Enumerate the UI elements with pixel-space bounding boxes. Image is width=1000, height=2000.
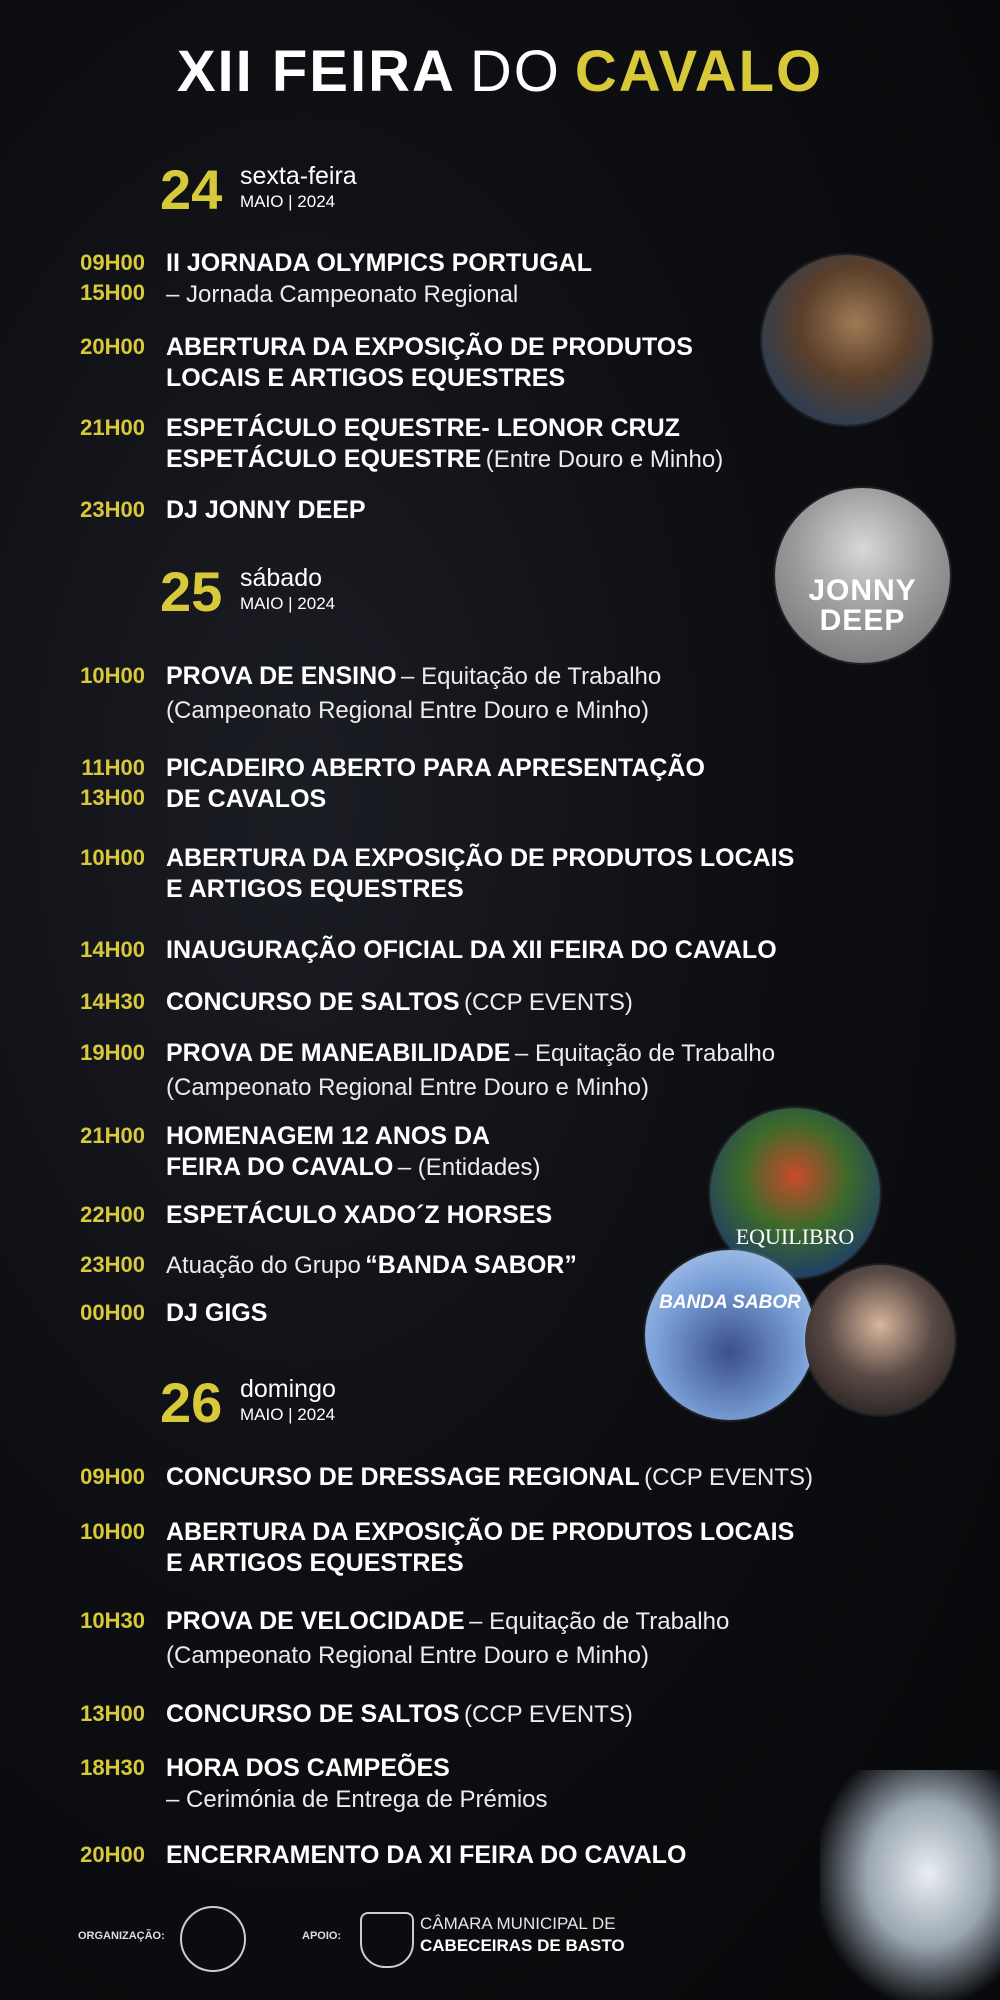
- event-subtitle: – Equitação de Trabalho: [514, 1040, 776, 1067]
- xadoz-logo-text: EQUILIBRO: [735, 1224, 855, 1249]
- event-title-line2: ESPETÁCULO EQUESTRE: [166, 445, 482, 473]
- event-time: 00H00: [80, 1300, 145, 1325]
- organization-label: ORGANIZAÇÃO:: [78, 1930, 165, 1942]
- event-subtitle: – Jornada Campeonato Regional: [166, 281, 519, 308]
- event-title: ABERTURA DA EXPOSIÇÃO DE PRODUTOS LOCAIS: [166, 844, 795, 872]
- event-title: PICADEIRO ABERTO PARA APRESENTAÇÃO: [166, 754, 705, 782]
- event-title: CONCURSO DE DRESSAGE REGIONAL: [166, 1463, 640, 1491]
- event-title: INAUGURAÇÃO OFICIAL DA XII FEIRA DO CAVALO: [166, 936, 777, 964]
- event-note: (Campeonato Regional Entre Douro e Minho): [166, 1642, 649, 1669]
- event-title-line2: LOCAIS E ARTIGOS EQUESTRES: [166, 364, 566, 392]
- municipal-crest-icon: [360, 1912, 414, 1968]
- day-number: 24: [160, 158, 223, 221]
- event-title: PROVA DE VELOCIDADE: [166, 1607, 465, 1635]
- event-title: DJ JONNY DEEP: [166, 496, 366, 524]
- event-time: 20H00: [80, 334, 145, 359]
- event-note: (Campeonato Regional Entre Douro e Minho): [166, 1074, 649, 1101]
- event-note: – (Entidades): [397, 1154, 541, 1181]
- day-month: MAIO | 2024: [240, 594, 336, 613]
- event-title: PROVA DE MANEABILIDADE: [166, 1039, 511, 1067]
- event-title: ABERTURA DA EXPOSIÇÃO DE PRODUTOS: [166, 333, 693, 361]
- event-time-end: 15H00: [80, 280, 145, 305]
- event-title-line2: DE CAVALOS: [166, 785, 327, 813]
- event-subtitle: Atuação do Grupo: [166, 1252, 361, 1279]
- footer: [0, 1900, 1000, 1960]
- event-time: 19H00: [80, 1040, 145, 1065]
- event-title: ENCERRAMENTO DA XI FEIRA DO CAVALO: [166, 1841, 687, 1869]
- event-title: DJ GIGS: [166, 1299, 268, 1327]
- event-time: 14H00: [80, 937, 145, 962]
- event-note: (Entre Douro e Minho): [485, 446, 724, 473]
- dj-jonny-deep-photo: [775, 488, 950, 663]
- event-time-end: 13H00: [80, 785, 145, 810]
- day-month: MAIO | 2024: [240, 192, 336, 211]
- event-subtitle: – Equitação de Trabalho: [469, 1608, 730, 1635]
- event-time: 21H00: [80, 415, 145, 440]
- event-title: PROVA DE ENSINO: [166, 662, 397, 690]
- event-title: ESPETÁCULO EQUESTRE- LEONOR CRUZ: [166, 414, 680, 442]
- organizer-logo: [180, 1906, 246, 1972]
- dj-logo-text: JONNY DEEP: [808, 574, 917, 637]
- event-time: 21H00: [80, 1123, 145, 1148]
- camara-line-1: CÂMARA MUNICIPAL DE: [420, 1914, 616, 1933]
- event-note: (Campeonato Regional Entre Douro e Minho): [166, 697, 649, 724]
- banda-logo-text: BANDA SABOR: [659, 1292, 801, 1313]
- event-time: 10H00: [80, 845, 145, 870]
- title-word-1: XII FEIRA: [176, 39, 456, 104]
- support-label: APOIO:: [302, 1930, 342, 1942]
- event-note: (CCP EVENTS): [464, 989, 633, 1016]
- event-subtitle: – Equitação de Trabalho: [401, 663, 662, 690]
- event-subtitle: – Cerimónia de Entrega de Prémios: [166, 1786, 548, 1813]
- event-time: 09H00: [80, 250, 145, 275]
- horse-photo: [762, 255, 932, 425]
- day-name: domingo: [240, 1375, 336, 1403]
- event-title-line2: E ARTIGOS EQUESTRES: [166, 1549, 464, 1577]
- horse-illustration: [820, 1770, 1000, 2000]
- event-time: 18H30: [80, 1755, 145, 1780]
- event-title: CONCURSO DE SALTOS: [166, 988, 460, 1016]
- event-title-line2: E ARTIGOS EQUESTRES: [166, 875, 464, 903]
- camara-line-2: CABECEIRAS DE BASTO: [420, 1936, 625, 1955]
- event-title: II JORNADA OLYMPICS PORTUGAL: [166, 249, 592, 277]
- event-note: (CCP EVENTS): [644, 1464, 814, 1491]
- event-time: 13H00: [80, 1701, 145, 1726]
- event-time: 09H00: [80, 1464, 145, 1489]
- event-time: 10H00: [80, 663, 145, 688]
- day-name: sexta-feira: [240, 162, 357, 190]
- event-time: 22H00: [80, 1202, 145, 1227]
- day-number: 25: [160, 560, 223, 623]
- event-title: ABERTURA DA EXPOSIÇÃO DE PRODUTOS LOCAIS: [166, 1518, 795, 1546]
- event-time: 20H00: [80, 1842, 145, 1867]
- event-title: HORA DOS CAMPEÕES: [166, 1754, 450, 1782]
- event-title: “BANDA SABOR”: [365, 1251, 577, 1279]
- event-time: 14H30: [80, 989, 145, 1014]
- event-time: 10H00: [80, 1519, 145, 1544]
- event-time: 23H00: [80, 1252, 145, 1277]
- event-time: 23H00: [80, 497, 145, 522]
- event-title: CONCURSO DE SALTOS: [166, 1700, 460, 1728]
- event-title: ESPETÁCULO XADO´Z HORSES: [166, 1201, 553, 1229]
- day-name: sábado: [240, 564, 323, 592]
- dj-gigs-photo: [805, 1265, 955, 1415]
- event-title: HOMENAGEM 12 ANOS DA: [166, 1122, 491, 1150]
- day-number: 26: [160, 1371, 223, 1434]
- event-note: (CCP EVENTS): [464, 1701, 633, 1728]
- title-word-3: CAVALO: [574, 39, 824, 104]
- day-month: MAIO | 2024: [240, 1405, 336, 1424]
- title-word-2: DO: [469, 39, 561, 104]
- banda-sabor-photo: [645, 1250, 815, 1420]
- page-title: [0, 38, 1000, 105]
- event-time: 11H00: [81, 755, 145, 780]
- event-title-line2: FEIRA DO CAVALO: [166, 1153, 394, 1181]
- event-time: 10H30: [80, 1608, 145, 1633]
